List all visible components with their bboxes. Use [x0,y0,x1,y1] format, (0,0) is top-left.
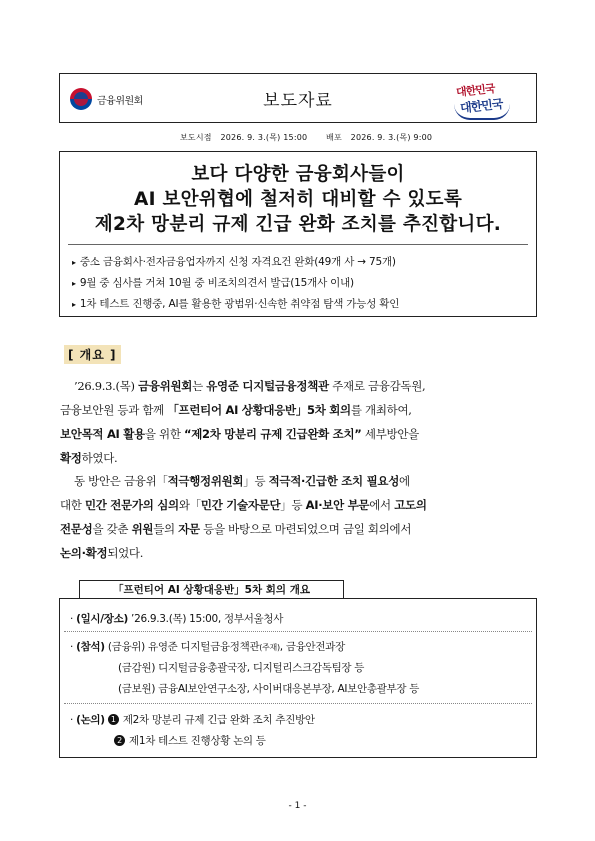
headline-line-2: AI 보안위협에 철저히 대비할 수 있도록 [133,189,463,210]
summary-item: ▸ 9월 중 심사를 거쳐 10월 중 비조치의견서 발급(15개사 이내) [72,277,354,289]
summary-item: ▸ 중소 금융회사·전자금융업자까지 신청 자격요건 완화(49개 사 → 75개) [72,256,396,268]
paragraph-2-line-3: 전문성을 갖춘 위원들의 자문 등을 바탕으로 마련되었으며 금일 회의에서 [60,522,412,536]
distribution-label: 배포 [326,133,342,142]
meeting-box-title: 「프런티어 AI 상황대응반」5차 회의 개요 [79,580,344,598]
triangle-bullet-icon: ▸ [72,258,76,267]
headline-line-1: 보다 다양한 금융회사들이 [191,164,405,185]
slogan-top: 대한민국 [455,82,496,99]
number-2-icon: 2 [114,735,125,746]
org-name: 금융위원회 [97,95,143,107]
paragraph-1-line-4: 확정하였다. [60,451,118,465]
paragraph-2-line-1: 동 방안은 금융위「적극행정위원회」등 적극적·긴급한 조치 필요성에 [74,474,410,488]
triangle-bullet-icon: ▸ [72,279,76,288]
title-box [59,151,537,317]
doc-type-title: 보도자료 [263,91,333,111]
overview-heading: [ 개요 ] [64,345,121,364]
slogan-logo [452,80,514,118]
meeting-separator [64,703,532,704]
paragraph-2-line-4: 논의·확정되었다. [60,546,144,560]
distribution-value: 2026. 9. 3.(목) 9:00 [350,133,433,142]
slogan-bottom: 대한민국 [459,96,504,116]
slogan-arc-icon [454,104,510,120]
meeting-attendees-3: (금보원) 금융AI보안연구소장, 사이버대응본부장, AI보안총괄부장 등 [118,683,420,695]
page-number: - 1 - [288,801,307,811]
meeting-datetime: · (일시/장소) ’26.9.3.(목) 15:00, 정부서울청사 [70,613,284,625]
meeting-agenda-1: · (논의) 1 제2차 망분리 규제 긴급 완화 조치 추진방안 [70,714,315,726]
press-time-value: 2026. 9. 3.(목) 15:00 [220,133,308,142]
triangle-bullet-icon: ▸ [72,300,76,309]
paragraph-2-line-2: 대한 민간 전문가의 심의와「민간 기술자문단」등 AI·보안 부문에서 고도의 [60,498,427,512]
meeting-overview-box [59,598,537,758]
summary-item: ▸ 1차 테스트 진행중, AI를 활용한 광범위·신속한 취약점 탐색 가능성 확인 [72,298,400,310]
meeting-separator [64,631,532,632]
header-box [59,73,537,123]
meeting-attendees-1: · (참석) (금융위) 유영준 디지털금융정책관(주재), 금융안전과장 [70,641,345,653]
title-divider [68,244,528,245]
paragraph-1-line-2: 금융보안원 등과 함께 「프런티어 AI 상황대응반」5차 회의를 개최하여, [60,403,412,417]
meeting-agenda-2: 2 제1차 테스트 진행상황 논의 등 [114,733,266,748]
paragraph-1-line-3: 보안목적 AI 활용을 위한 “제2차 망분리 규제 긴급완화 조치” 세부방안을 [60,427,419,441]
meeting-attendees-2: (금감원) 디지털금융총괄국장, 디지털리스크감독팀장 등 [118,662,365,674]
press-time-label: 보도시점 [180,133,212,142]
headline-line-3: 제2차 망분리 규제 긴급 완화 조치를 추진합니다. [94,214,502,235]
number-1-icon: 1 [108,714,119,725]
paragraph-1-line-1: ’26.9.3.(목) 금융위원회는 유영준 디지털금융정책관 주재로 금융감독원, [74,379,426,393]
release-info [180,132,438,143]
